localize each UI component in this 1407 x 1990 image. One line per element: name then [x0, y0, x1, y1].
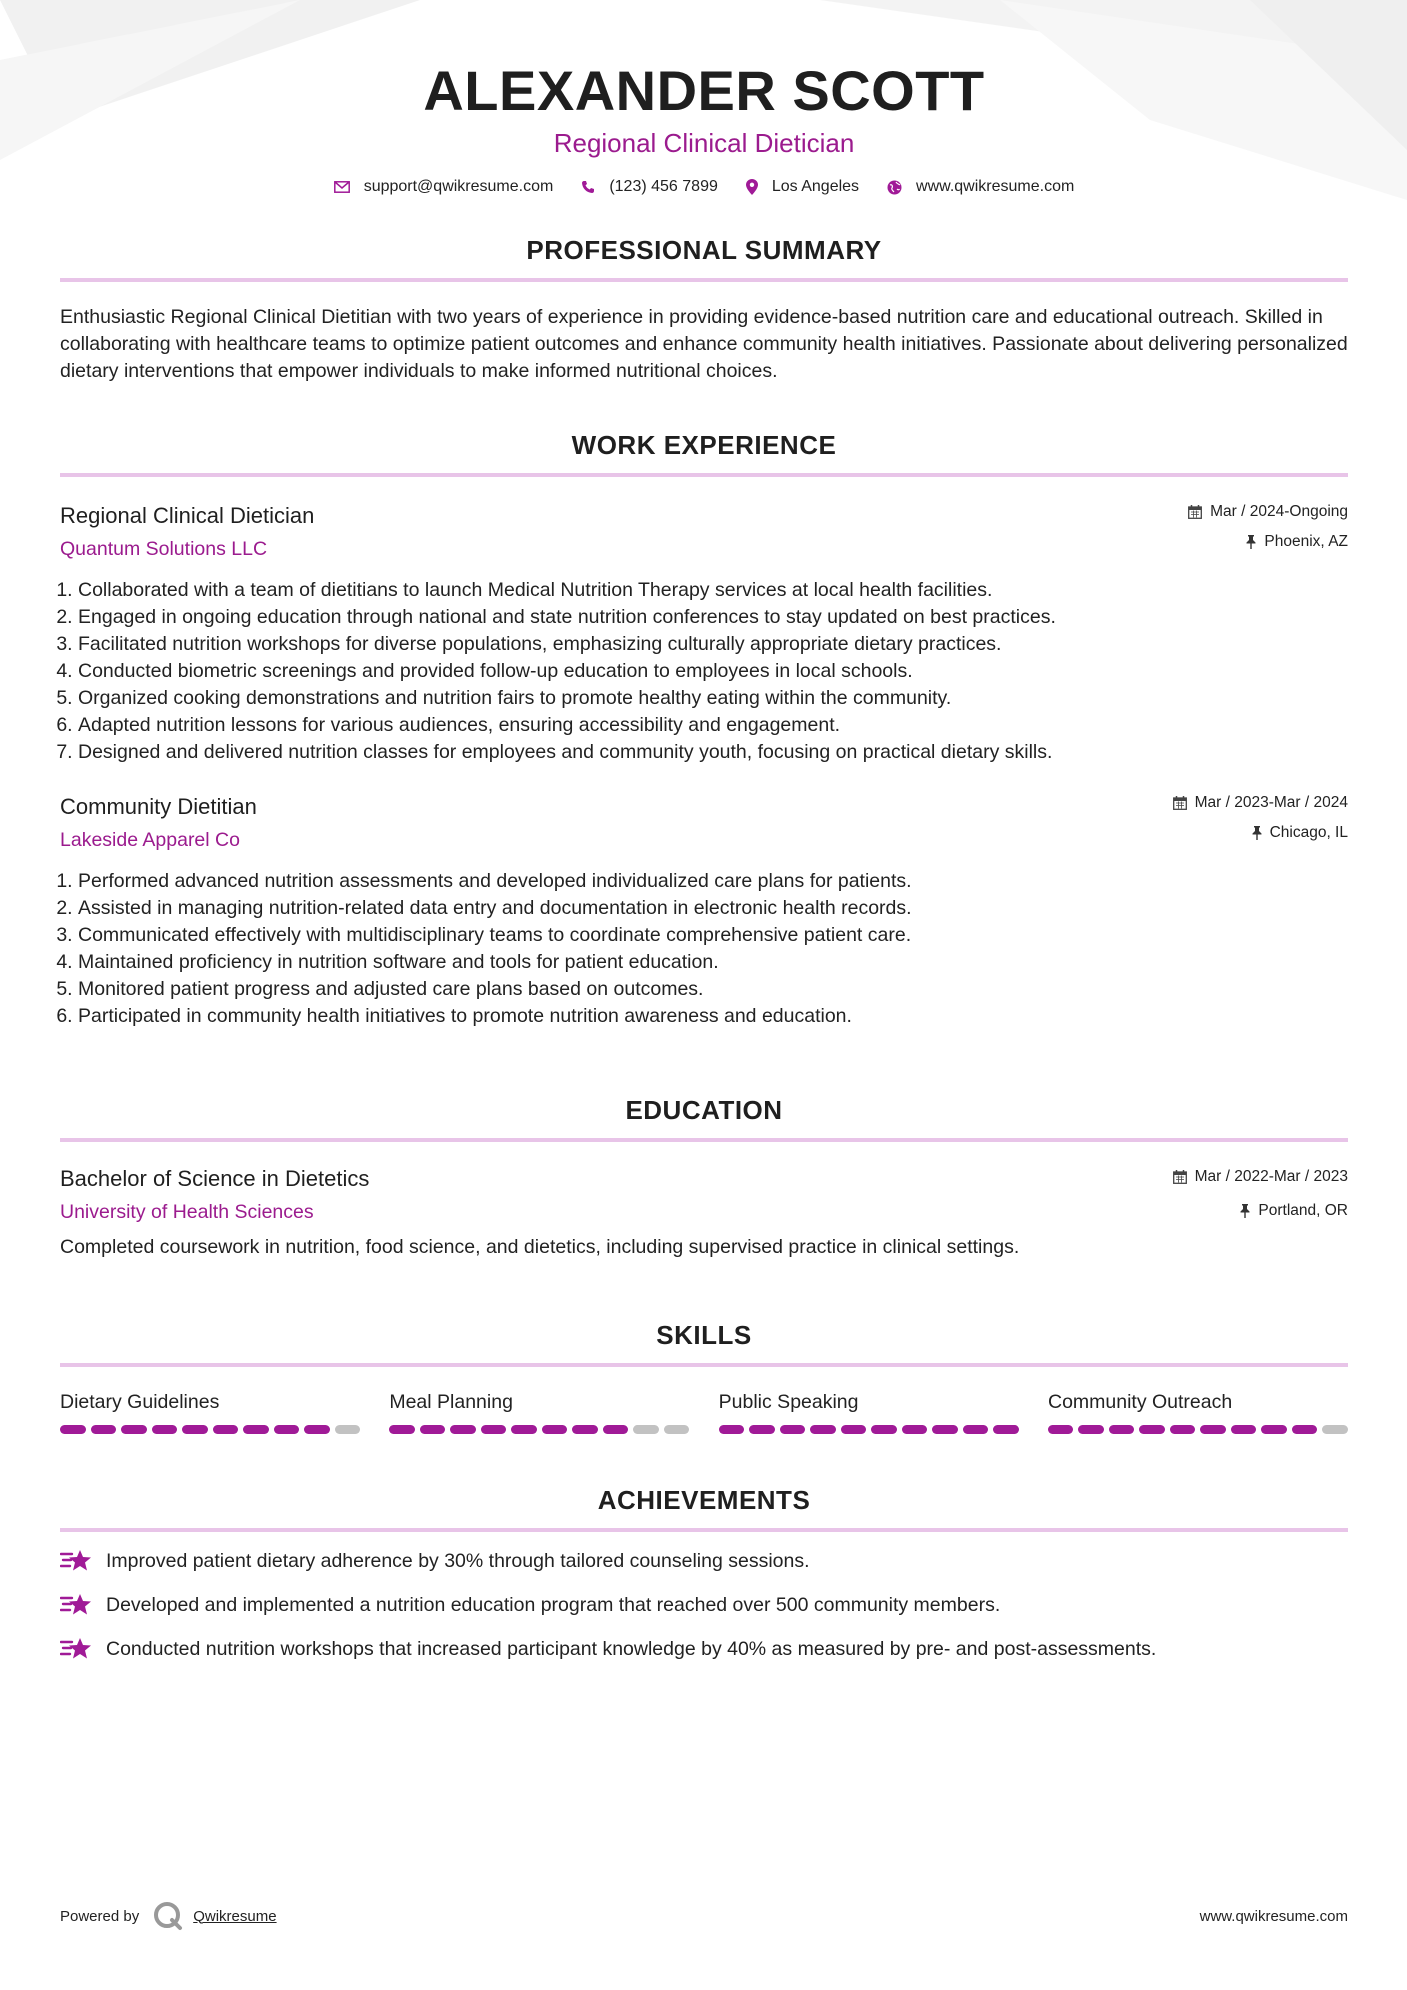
candidate-title: Regional Clinical Dietician: [553, 128, 855, 158]
job-responsibilities: [60, 868, 1348, 1030]
achievements-section: [60, 1484, 1348, 1664]
summary-section: [60, 234, 1348, 385]
job-dates-text: Mar / 2024-Ongoing: [1210, 503, 1348, 520]
skill-level-segment-filled: [871, 1425, 897, 1434]
skill-item: [719, 1389, 1019, 1434]
job-location-text: Chicago, IL: [1269, 824, 1348, 841]
skill-name: Public Speaking: [718, 1391, 859, 1413]
list-item: 2. Assisted in managing nutrition-related data entry and documentation in electronic health records.: [78, 895, 1348, 922]
skill-level-bar: [60, 1425, 360, 1434]
job-location: [1173, 824, 1348, 842]
skill-level-segment-filled: [152, 1425, 178, 1434]
education-degree: Bachelor of Science in Dietetics: [60, 1166, 370, 1191]
footer-website[interactable]: www.qwikresume.com: [1199, 1907, 1348, 1925]
page-footer: [60, 1896, 1348, 1936]
job-company: Quantum Solutions LLC: [60, 538, 268, 560]
qwikresume-link[interactable]: Qwikresume: [193, 1907, 277, 1925]
skills-grid: [60, 1389, 1348, 1434]
candidate-name: ALEXANDER SCOTT: [423, 59, 985, 122]
experience-section: [60, 429, 1348, 1030]
skill-level-segment-empty: [633, 1425, 659, 1434]
footer-branding: [60, 1901, 277, 1931]
skill-level-segment-filled: [932, 1425, 958, 1434]
skill-level-segment-filled: [1170, 1425, 1196, 1434]
skill-level-segment-filled: [243, 1425, 269, 1434]
qwikresume-logo-icon: [153, 1901, 183, 1931]
list-item: 3. Facilitated nutrition workshops for diverse populations, emphasizing culturally appropriate dietary practices.: [78, 631, 1348, 658]
pushpin-icon: [1246, 535, 1256, 549]
skill-level-segment-filled: [841, 1425, 867, 1434]
list-item: 5. Monitored patient progress and adjusted care plans based on outcomes.: [78, 976, 1348, 1003]
shooting-star-icon: [60, 1548, 92, 1574]
experience-heading: WORK EXPERIENCE: [571, 430, 837, 460]
section-divider: [60, 473, 1348, 477]
achievement-text: Developed and implemented a nutrition education program that reached over 500 community members.: [106, 1594, 1001, 1616]
calendar-icon: [1173, 796, 1187, 810]
job-meta: [1188, 503, 1348, 551]
skills-heading: SKILLS: [656, 1320, 752, 1350]
education-description: Completed coursework in nutrition, food science, and dietetics, including supervised practice in clinical settings.: [60, 1236, 1020, 1258]
skill-level-segment-filled: [274, 1425, 300, 1434]
section-divider: [60, 1138, 1348, 1142]
skill-level-segment-filled: [542, 1425, 568, 1434]
list-item: 1. Performed advanced nutrition assessments and developed individualized care plans for patients.: [78, 868, 1348, 895]
job-dates: [1188, 503, 1348, 521]
resume-header: [60, 58, 1348, 196]
skill-level-segment-filled: [1109, 1425, 1135, 1434]
education-dates-text: Mar / 2022-Mar / 2023: [1194, 1168, 1348, 1185]
envelope-icon: [334, 181, 350, 193]
shooting-star-icon: [60, 1636, 92, 1662]
list-item: 1. Collaborated with a team of dietitians to launch Medical Nutrition Therapy services at local health facilities.: [78, 577, 1348, 604]
skill-level-segment-filled: [572, 1425, 598, 1434]
skills-section: [60, 1319, 1348, 1434]
skill-level-segment-filled: [993, 1425, 1019, 1434]
contact-phone[interactable]: [581, 178, 718, 196]
contact-website[interactable]: [887, 178, 1074, 196]
globe-icon: [887, 180, 902, 195]
pushpin-icon: [1252, 826, 1262, 840]
job-title: Community Dietitian: [60, 794, 257, 819]
achievement-text: Conducted nutrition workshops that increased participant knowledge by 40% as measured by pre- and post-assessments.: [106, 1638, 1157, 1660]
skill-level-segment-filled: [389, 1425, 415, 1434]
calendar-icon: [1188, 505, 1202, 519]
job-dates-text: Mar / 2023-Mar / 2024: [1194, 794, 1348, 811]
section-divider: [60, 278, 1348, 282]
map-pin-icon: [746, 179, 758, 195]
skill-level-segment-filled: [1231, 1425, 1257, 1434]
skill-level-segment-filled: [121, 1425, 147, 1434]
job-location-text: Phoenix, AZ: [1264, 533, 1348, 550]
skill-level-segment-filled: [450, 1425, 476, 1434]
skill-level-segment-filled: [1078, 1425, 1104, 1434]
skill-item: [389, 1389, 689, 1434]
section-divider: [60, 1363, 1348, 1367]
job-responsibilities: [60, 577, 1348, 766]
education-location: [1173, 1202, 1348, 1220]
job-meta: [1173, 794, 1348, 842]
achievement-item: [60, 1546, 1348, 1576]
job-dates: [1173, 794, 1348, 812]
skill-level-segment-filled: [603, 1425, 629, 1434]
skill-level-segment-filled: [1139, 1425, 1165, 1434]
skill-level-bar: [389, 1425, 689, 1434]
education-entry: [60, 1164, 1348, 1261]
achievement-item: [60, 1634, 1348, 1664]
shooting-star-icon: [60, 1592, 92, 1618]
contact-location: [746, 178, 859, 196]
achievements-heading: ACHIEVEMENTS: [597, 1485, 811, 1515]
skill-level-segment-filled: [213, 1425, 239, 1434]
skill-level-bar: [719, 1425, 1019, 1434]
education-location-text: Portland, OR: [1258, 1202, 1348, 1219]
calendar-icon: [1173, 1170, 1187, 1184]
list-item: 7. Designed and delivered nutrition classes for employees and community youth, focusing on practical dietary skills.: [78, 739, 1348, 766]
education-school: University of Health Sciences: [60, 1201, 314, 1223]
list-item: 4. Conducted biometric screenings and provided follow-up education to employees in local schools.: [78, 658, 1348, 685]
powered-by-label: Powered by: [60, 1907, 140, 1925]
education-dates: [1173, 1168, 1348, 1186]
achievement-text: Improved patient dietary adherence by 30% through tailored counseling sessions.: [106, 1550, 810, 1572]
skill-item: [1048, 1389, 1348, 1434]
skill-level-segment-filled: [719, 1425, 745, 1434]
skill-level-segment-filled: [963, 1425, 989, 1434]
skill-level-segment-filled: [1292, 1425, 1318, 1434]
skill-level-segment-filled: [420, 1425, 446, 1434]
job-location: [1188, 533, 1348, 551]
skill-level-segment-filled: [182, 1425, 208, 1434]
job-title: Regional Clinical Dietician: [60, 503, 315, 528]
contact-email[interactable]: [334, 178, 554, 196]
list-item: 4. Maintained proficiency in nutrition software and tools for patient education.: [78, 949, 1348, 976]
list-item: 5. Organized cooking demonstrations and nutrition fairs to promote healthy eating within the community.: [78, 685, 1348, 712]
skill-name: Dietary Guidelines: [60, 1391, 220, 1413]
skill-level-bar: [1048, 1425, 1348, 1434]
skill-level-segment-filled: [1200, 1425, 1226, 1434]
contact-phone-text: (123) 456 7899: [609, 178, 718, 195]
skill-level-segment-filled: [91, 1425, 117, 1434]
pushpin-icon: [1240, 1204, 1250, 1218]
list-item: 3. Communicated effectively with multidisciplinary teams to coordinate comprehensive patient care.: [78, 922, 1348, 949]
job-entry: [60, 792, 1348, 1030]
skill-level-segment-filled: [780, 1425, 806, 1434]
education-heading: EDUCATION: [625, 1095, 783, 1125]
skill-item: [60, 1389, 360, 1434]
summary-heading: PROFESSIONAL SUMMARY: [526, 235, 882, 265]
phone-icon: [581, 180, 595, 194]
skill-level-segment-filled: [304, 1425, 330, 1434]
achievement-item: [60, 1590, 1348, 1620]
skill-level-segment-filled: [1048, 1425, 1074, 1434]
skill-level-segment-empty: [1322, 1425, 1348, 1434]
education-section: [60, 1094, 1348, 1261]
skill-name: Community Outreach: [1047, 1391, 1233, 1413]
skill-name: Meal Planning: [389, 1391, 513, 1413]
list-item: 6. Participated in community health initiatives to promote nutrition awareness and education.: [78, 1003, 1348, 1030]
contact-email-text: support@qwikresume.com: [363, 178, 554, 195]
education-meta: [1173, 1168, 1348, 1220]
job-entry: [60, 501, 1348, 766]
summary-text: Enthusiastic Regional Clinical Dietitian with two years of experience in providing evidence-based nutrition care and educational outreach. Skilled in collaborating with healthcare teams to optimize patient outcomes and enhance community health initiatives. Passionate about delivering personalized dietary interventions that empower individuals to make informed nutritional choices.: [60, 306, 1348, 382]
contact-location-text: Los Angeles: [771, 178, 860, 195]
skill-level-segment-filled: [481, 1425, 507, 1434]
skill-level-segment-filled: [902, 1425, 928, 1434]
list-item: 6. Adapted nutrition lessons for various audiences, ensuring accessibility and engagement.: [78, 712, 1348, 739]
skill-level-segment-filled: [749, 1425, 775, 1434]
skill-level-segment-empty: [335, 1425, 361, 1434]
contact-bar: [60, 178, 1348, 196]
skill-level-segment-empty: [664, 1425, 690, 1434]
skill-level-segment-filled: [1261, 1425, 1287, 1434]
skill-level-segment-filled: [511, 1425, 537, 1434]
achievements-list: [60, 1546, 1348, 1664]
job-company: Lakeside Apparel Co: [60, 829, 240, 851]
section-divider: [60, 1528, 1348, 1532]
list-item: 2. Engaged in ongoing education through national and state nutrition conferences to stay updated on best practices.: [78, 604, 1348, 631]
resume-page: [60, 0, 1348, 1664]
contact-website-text: www.qwikresume.com: [916, 178, 1075, 195]
skill-level-segment-filled: [60, 1425, 86, 1434]
skill-level-segment-filled: [810, 1425, 836, 1434]
